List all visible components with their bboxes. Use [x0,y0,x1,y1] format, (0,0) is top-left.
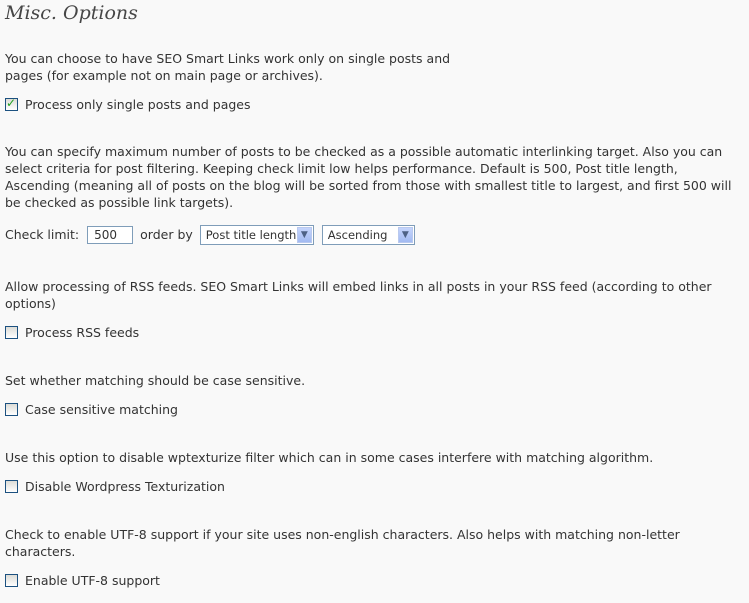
utf8-option[interactable] [5,571,160,589]
rss-description: Allow processing of RSS feeds. SEO Smart Links will embed links in all posts in your RSS feed (according to other options) [5,279,712,311]
check-limit-input[interactable]: 500 [87,226,133,244]
chevron-down-icon[interactable]: ▼ [297,227,312,243]
case-sensitive-checkbox[interactable] [5,403,18,416]
chevron-down-icon[interactable]: ▼ [398,227,413,243]
single-posts-option[interactable] [5,95,251,113]
check-limit-label: Check limit: [5,227,80,242]
order-by-value: Post title length [205,227,297,242]
utf8-checkbox[interactable] [5,574,18,587]
case-sensitive-option[interactable] [5,400,178,418]
utf8-label[interactable]: Enable UTF-8 support [25,572,160,588]
single-posts-label[interactable]: Process only single posts and pages [25,96,251,112]
order-by-label: order by [140,227,193,242]
texturize-description: Use this option to disable wptexturize filter which can in some cases interfere with matching algorithm. [5,450,654,465]
case-sensitive-label[interactable]: Case sensitive matching [25,401,178,417]
single-posts-checkbox[interactable] [5,98,18,111]
rss-option[interactable] [5,323,139,341]
direction-select[interactable] [322,225,415,245]
rss-label[interactable]: Process RSS feeds [25,324,140,340]
direction-value: Ascending [327,227,388,242]
section-title: Misc. Options [5,2,138,24]
case-sensitive-description: Set whether matching should be case sensitive. [5,373,306,388]
texturize-label[interactable]: Disable Wordpress Texturization [25,478,225,494]
check-limit-description: You can specify maximum number of posts to be checked as a possible automatic interlinking target. Also you can select criteria for post filtering. Keeping check limit low helps performance. Default is 500, Post title length, Ascending (meaning all of posts on the blog will be sorted from those with smallest title to largest, and first 500 will be checked as possible link targets). [5,144,732,210]
check-limit-row [5,223,415,246]
texturize-checkbox[interactable] [5,480,18,493]
order-by-select[interactable] [200,225,314,245]
rss-checkbox[interactable] [5,326,18,339]
single-posts-description: You can choose to have SEO Smart Links work only on single posts and pages (for example not on main page or archives). [5,51,451,83]
utf8-description: Check to enable UTF-8 support if your site uses non-english characters. Also helps with matching non-letter characters. [5,527,680,559]
texturize-option[interactable] [5,477,225,495]
